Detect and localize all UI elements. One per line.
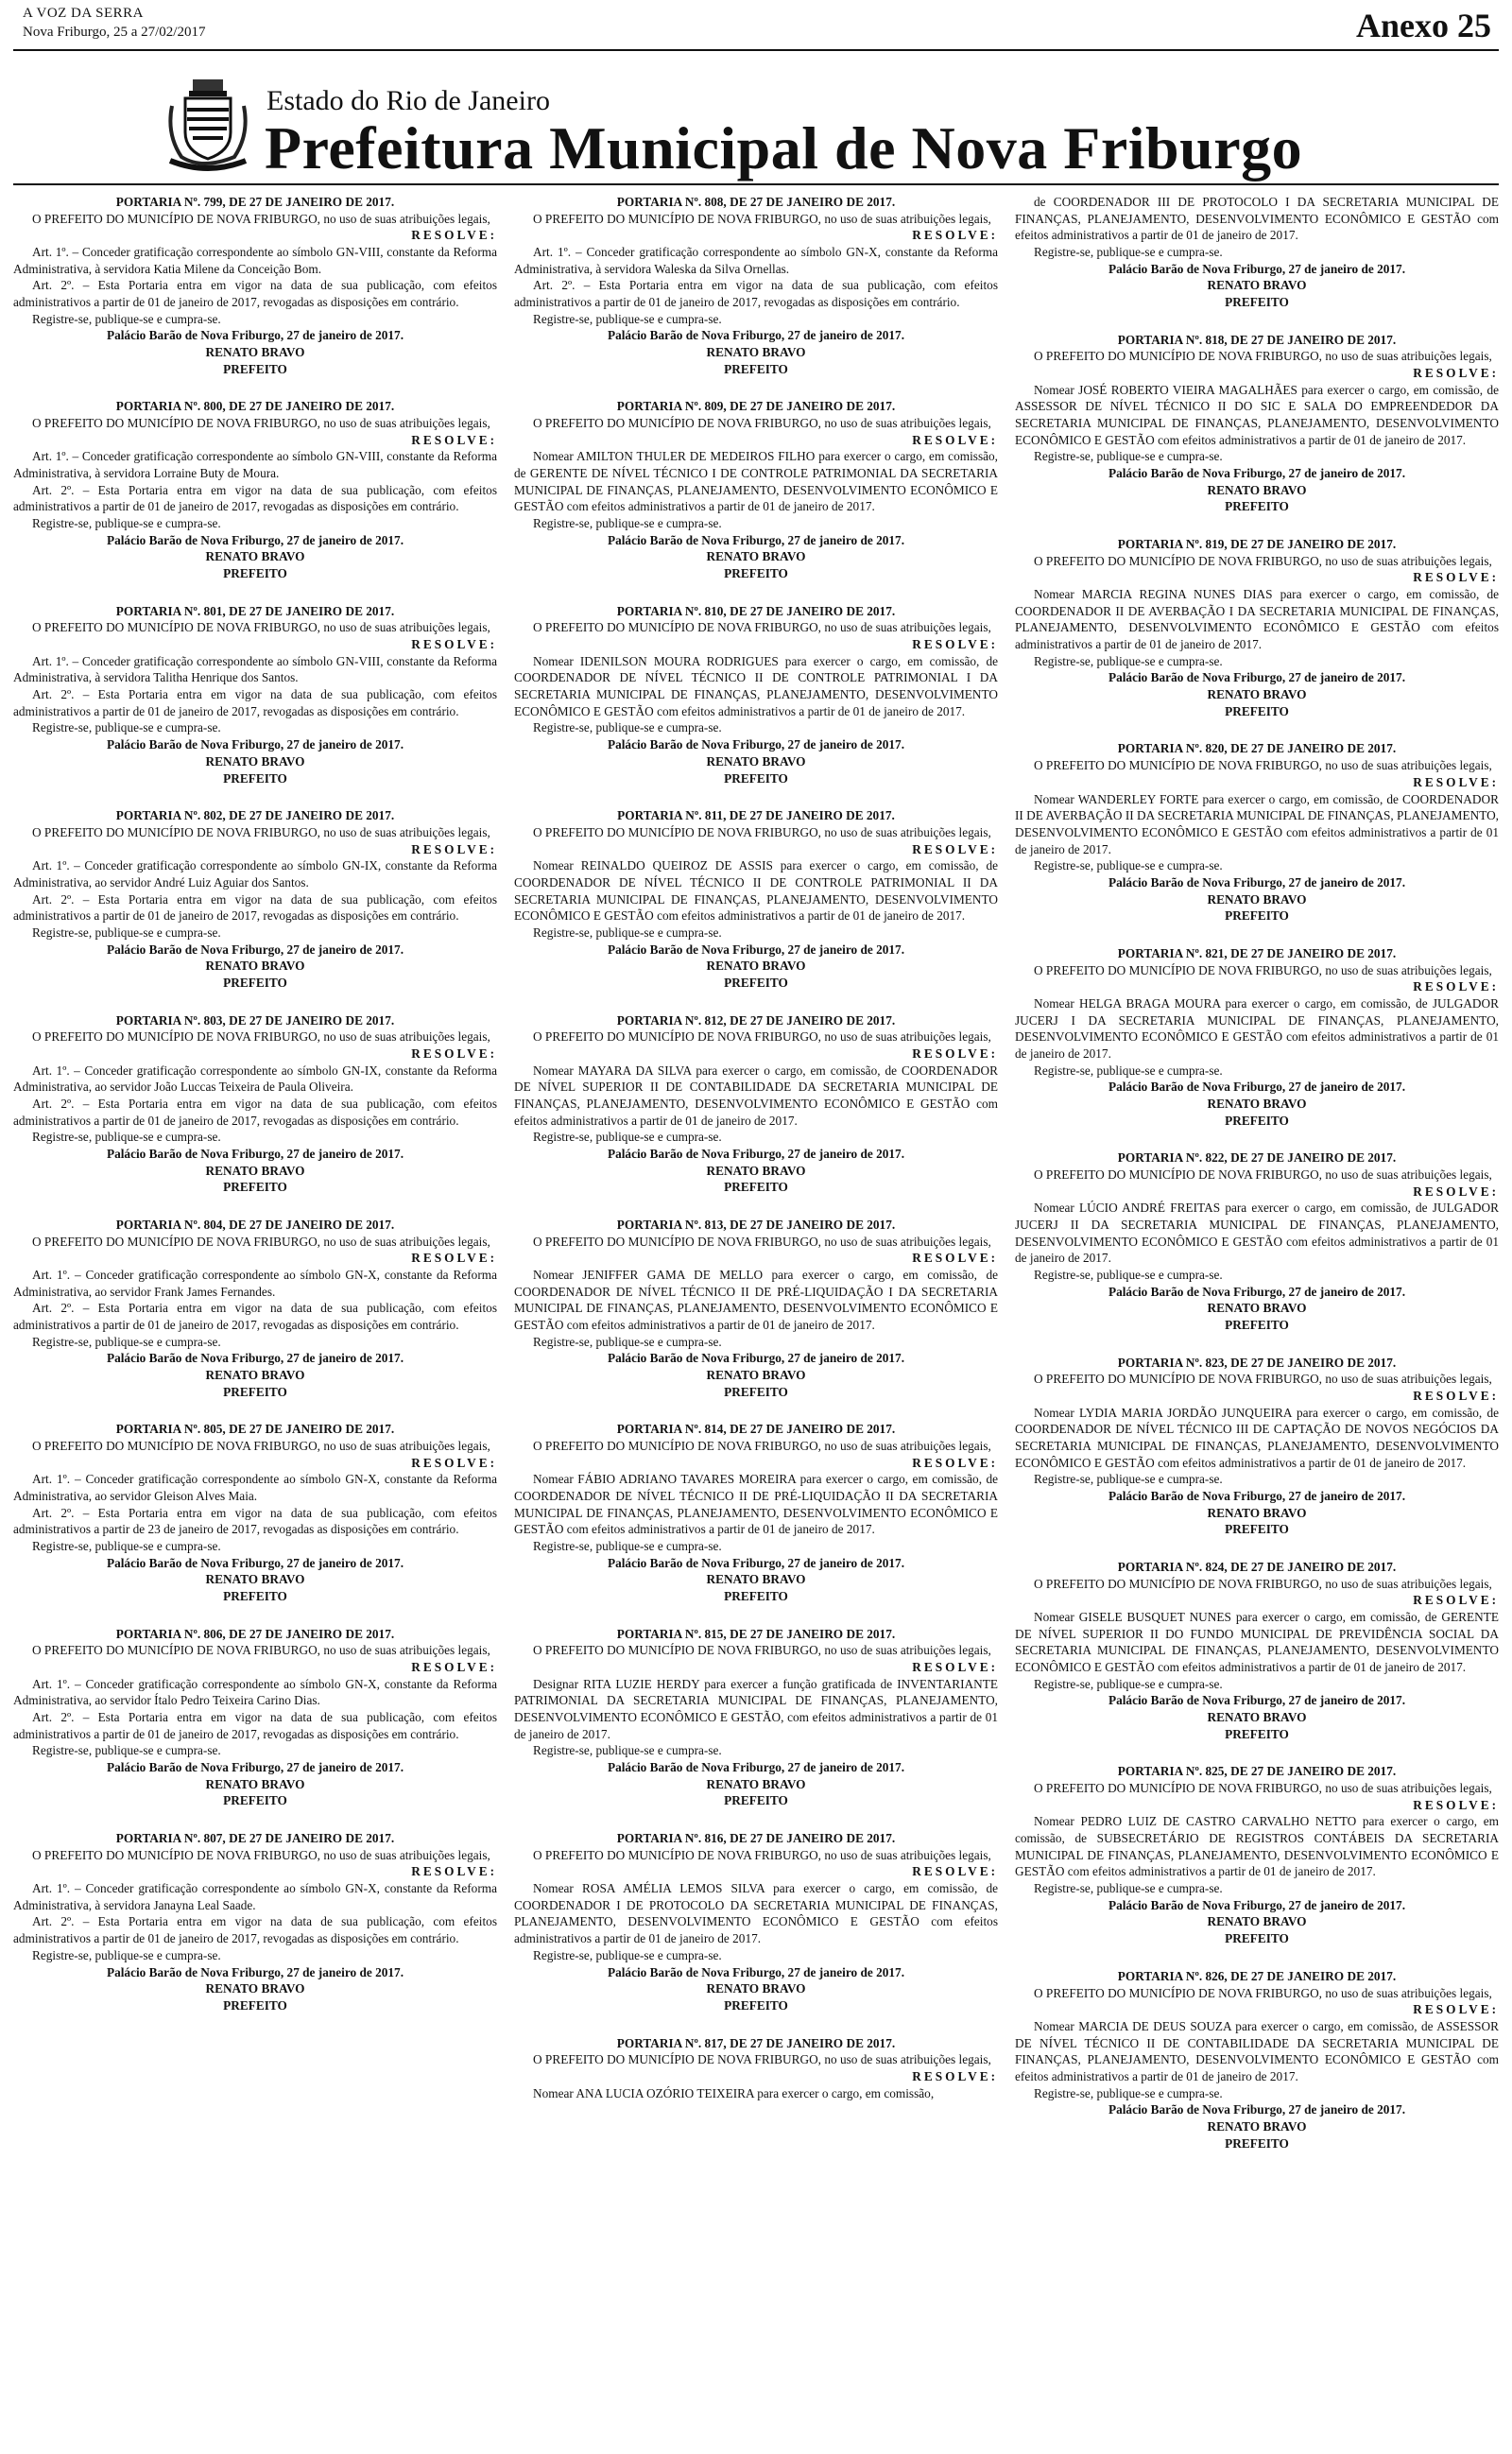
portaria-intro: O PREFEITO DO MUNICÍPIO DE NOVA FRIBURGO, no uso de suas atribuições legais, [1034,349,1492,364]
signer-role: PREFEITO [1225,499,1289,514]
resolve-label: RESOLVE: [1413,366,1499,381]
resolve-label: RESOLVE: [912,228,998,243]
portaria-block [1015,740,1499,924]
portaria-title: PORTARIA Nº. 811, DE 27 DE JANEIRO DE 2017. [617,808,895,823]
signer-role: PREFEITO [1225,1113,1289,1128]
register-line: Registre-se, publique-se e cumpra-se. [32,1334,221,1349]
portaria-intro: O PREFEITO DO MUNICÍPIO DE NOVA FRIBURGO, no uso de suas atribuições legais, [32,824,490,839]
portaria-article: Nomear LÚCIO ANDRÉ FREITAS para exercer o cargo, em comissão, de JULGADOR JUCERJ II DA SECRETARIA MUNICIPAL DE FINANÇAS, PLANEJAMENTO, DESENVOLVIMENTO ECONÔMICO E GESTÃO com efeitos administrativos a partir de 01 de janeiro de 2017. [1015,1201,1499,1266]
portaria-article: Nomear WANDERLEY FORTE para exercer o cargo, em comissão, de COORDENADOR II DE AVERBAÇÃO II DA SECRETARIA MUNICIPAL DE FINANÇAS, PLANEJAMENTO, DESENVOLVIMENTO ECONÔMICO E GESTÃO com efeitos administrativos a partir de 01 de janeiro de 2017. [1015,791,1499,856]
portaria-block [13,1012,497,1196]
register-line: Registre-se, publique-se e cumpra-se. [1034,449,1223,464]
portaria-title: PORTARIA Nº. 819, DE 27 DE JANEIRO DE 2017. [1117,537,1397,552]
resolve-label: RESOLVE: [912,1660,998,1675]
portaria-block [514,603,998,786]
resolve-label: RESOLVE: [912,1251,998,1266]
portaria-article: Art. 1º. – Conceder gratificação correspondente ao símbolo GN-IX, constante da Reforma Administrativa, ao servidor André Luiz Aguiar dos Santos. [13,858,497,890]
resolve-label: RESOLVE: [1413,1593,1499,1608]
register-line: Registre-se, publique-se e cumpra-se. [32,1130,221,1145]
signer-role: PREFEITO [223,1793,287,1808]
place-date: Palácio Barão de Nova Friburgo, 27 de janeiro de 2017. [607,737,905,752]
portaria-intro: O PREFEITO DO MUNICÍPIO DE NOVA FRIBURGO, no uso de suas atribuições legais, [1034,553,1492,568]
portaria-article: Nomear MARCIA DE DEUS SOUZA para exercer o cargo, em comissão, de ASSESSOR DE NÍVEL TÉCNICO II DE CONTABILIDADE DA SECRETARIA MUNICIPAL DE FINANÇAS, PLANEJAMENTO, DESENVOLVIMENTO ECONÔMICO E GESTÃO com efeitos administrativos a partir de 01 de janeiro de 2017. [1015,2018,1499,2083]
portaria-intro: O PREFEITO DO MUNICÍPIO DE NOVA FRIBURGO, no uso de suas atribuições legais, [1034,1781,1492,1796]
portaria-block [13,603,497,786]
portaria-article: Nomear LYDIA MARIA JORDÃO JUNQUEIRA para exercer o cargo, em comissão, de COORDENADOR DE NÍVEL TÉCNICO III DE CAPTAÇÃO DE NOVOS NEGÓCIOS DA SECRETARIA MUNICIPAL DE FINANÇAS, PLANEJAMENTO, DESENVOLVIMENTO ECONÔMICO E GESTÃO com efeitos administrativos a partir de 01 de janeiro de 2017. [1015,1405,1499,1470]
signer-name: RENATO BRAVO [1207,482,1307,497]
portaria-block [1015,945,1499,1129]
signer-role: PREFEITO [1225,1317,1289,1332]
signer-role: PREFEITO [223,566,287,581]
portaria-article: Art. 1º. – Conceder gratificação correspondente ao símbolo GN-X, constante da Reforma Administrativa, à servidora Janayna Leal Saade. [13,1881,497,1912]
signer-name: RENATO BRAVO [1207,1914,1307,1929]
signer-role: PREFEITO [724,1589,788,1604]
resolve-label: RESOLVE: [1413,2002,1499,2017]
portaria-title: PORTARIA Nº. 825, DE 27 DE JANEIRO DE 2017. [1117,1764,1397,1779]
column-2 [514,194,998,2444]
portaria-intro: O PREFEITO DO MUNICÍPIO DE NOVA FRIBURGO, no uso de suas atribuições legais, [533,416,991,431]
portaria-article: Art. 2º. – Esta Portaria entra em vigor na data de sua publicação, com efeitos administrativos a partir de 01 de janeiro de 2017, revogadas as disposições em contrário. [13,891,497,924]
resolve-label: RESOLVE: [1413,570,1499,585]
resolve-label: RESOLVE: [411,1864,497,1879]
portaria-intro: O PREFEITO DO MUNICÍPIO DE NOVA FRIBURGO, no uso de suas atribuições legais, [1034,1167,1492,1182]
edition-date: Nova Friburgo, 25 a 27/02/2017 [23,25,206,40]
place-date: Palácio Barão de Nova Friburgo, 27 de janeiro de 2017. [607,1146,905,1161]
newspaper-name: A VOZ DA SERRA [23,6,144,21]
resolve-label: RESOLVE: [1413,979,1499,994]
register-line: Registre-se, publique-se e cumpra-se. [1034,2085,1223,2100]
portaria-article: Art. 1º. – Conceder gratificação correspondente ao símbolo GN-VIII, constante da Reforma Administrativa, à servidora Katia Milene da Conceição Bom. [13,245,497,276]
resolve-label: RESOLVE: [912,2068,998,2083]
place-date: Palácio Barão de Nova Friburgo, 27 de janeiro de 2017. [1108,874,1406,890]
register-line: Registre-se, publique-se e cumpra-se. [533,1743,722,1758]
portaria-article: Nomear MAYARA DA SILVA para exercer o cargo, em comissão, de COORDENADOR DE NÍVEL SUPERIOR II DE CONTABILIDADE DA SECRETARIA MUNICIPAL DE FINANÇAS, PLANEJAMENTO, DESENVOLVIMENTO ECONÔMICO E GESTÃO com efeitos administrativos a partir de 01 de janeiro de 2017. [514,1063,998,1128]
place-date: Palácio Barão de Nova Friburgo, 27 de janeiro de 2017. [607,942,905,957]
portaria-article: Art. 2º. – Esta Portaria entra em vigor na data de sua publicação, com efeitos administrativos a partir de 01 de janeiro de 2017, revogadas as disposições em contrário. [13,1096,497,1128]
register-line: Registre-se, publique-se e cumpra-se. [32,1539,221,1554]
resolve-label: RESOLVE: [912,432,998,447]
signer-name: RENATO BRAVO [1207,891,1307,907]
portaria-block [13,1217,497,1400]
resolve-label: RESOLVE: [411,1046,497,1061]
portaria-block [1015,194,1499,311]
portaria-article: Art. 1º. – Conceder gratificação correspondente ao símbolo GN-X, constante da Reforma Administrativa, ao servidor Ítalo Pedro Teixeira Carino Dias. [13,1676,497,1708]
place-date: Palácio Barão de Nova Friburgo, 27 de janeiro de 2017. [106,737,404,752]
signer-role: PREFEITO [223,1384,287,1399]
signer-role: PREFEITO [223,770,287,786]
portaria-article: Art. 2º. – Esta Portaria entra em vigor na data de sua publicação, com efeitos administrativos a partir de 23 de janeiro de 2017, revogadas as disposições em contrário. [13,1505,497,1537]
portaria-block [514,807,998,991]
portaria-article: Art. 1º. – Conceder gratificação correspondente ao símbolo GN-IX, constante da Reforma Administrativa, ao servidor João Luccas Teixeira de Paula Oliveira. [13,1063,497,1095]
portaria-intro: O PREFEITO DO MUNICÍPIO DE NOVA FRIBURGO, no uso de suas atribuições legais, [32,1643,490,1658]
signer-name: RENATO BRAVO [1207,1301,1307,1316]
coat-of-arms-icon [164,78,251,172]
column-3 [1015,194,1499,2444]
resolve-label: RESOLVE: [411,432,497,447]
resolve-label: RESOLVE: [411,228,497,243]
resolve-label: RESOLVE: [1413,1797,1499,1812]
portaria-block [13,1830,497,2013]
signer-role: PREFEITO [724,1793,788,1808]
portaria-title: PORTARIA Nº. 807, DE 27 DE JANEIRO DE 2017. [115,1831,395,1846]
register-line: Registre-se, publique-se e cumpra-se. [1034,1063,1223,1078]
resolve-label: RESOLVE: [411,1251,497,1266]
portaria-block [514,2035,998,2102]
top-bar [13,0,1499,51]
signer-name: RENATO BRAVO [205,959,305,974]
register-line: Registre-se, publique-se e cumpra-se. [1034,245,1223,260]
portaria-article: Nomear ANA LUCIA OZÓRIO TEIXEIRA para exercer o cargo, em comissão, [533,2085,935,2100]
portaria-block [514,1421,998,1604]
portaria-title: PORTARIA Nº. 823, DE 27 DE JANEIRO DE 2017. [1117,1355,1397,1370]
portaria-block [1015,536,1499,719]
signer-role: PREFEITO [724,566,788,581]
place-date: Palácio Barão de Nova Friburgo, 27 de janeiro de 2017. [1108,1080,1406,1095]
signer-name: RENATO BRAVO [1207,687,1307,702]
resolve-label: RESOLVE: [912,1455,998,1470]
register-line: Registre-se, publique-se e cumpra-se. [533,925,722,940]
register-line: Registre-se, publique-se e cumpra-se. [32,1743,221,1758]
place-date: Palácio Barão de Nova Friburgo, 27 de janeiro de 2017. [106,1146,404,1161]
place-date: Palácio Barão de Nova Friburgo, 27 de janeiro de 2017. [1108,1693,1406,1708]
register-line: Registre-se, publique-se e cumpra-se. [1034,1267,1223,1282]
portaria-article: Nomear REINALDO QUEIROZ DE ASSIS para exercer o cargo, em comissão, de COORDENADOR DE NÍVEL TÉCNICO II DE CONTROLE PATRIMONIAL II DA SECRETARIA MUNICIPAL DE FINANÇAS, PLANEJAMENTO, DESENVOLVIMENTO ECONÔMICO E GESTÃO com efeitos administrativos a partir de 01 de janeiro de 2017. [514,858,998,924]
signer-name: RENATO BRAVO [706,1368,806,1382]
portaria-title: PORTARIA Nº. 809, DE 27 DE JANEIRO DE 2017. [616,399,896,414]
portaria-intro: O PREFEITO DO MUNICÍPIO DE NOVA FRIBURGO, no uso de suas atribuições legais, [533,2052,991,2067]
portaria-title: PORTARIA Nº. 816, DE 27 DE JANEIRO DE 2017. [616,1831,896,1846]
portaria-title: PORTARIA Nº. 801, DE 27 DE JANEIRO DE 2017. [115,603,395,618]
signer-name: RENATO BRAVO [706,753,806,769]
portaria-title: PORTARIA Nº. 800, DE 27 DE JANEIRO DE 2017. [115,399,395,414]
portaria-block [514,1626,998,1809]
portaria-intro: O PREFEITO DO MUNICÍPIO DE NOVA FRIBURGO, no uso de suas atribuições legais, [32,211,490,226]
portaria-intro: O PREFEITO DO MUNICÍPIO DE NOVA FRIBURGO, no uso de suas atribuições legais, [533,1234,991,1249]
signer-name: RENATO BRAVO [205,753,305,769]
register-line: Registre-se, publique-se e cumpra-se. [533,720,722,735]
portaria-title: PORTARIA Nº. 822, DE 27 DE JANEIRO DE 2017. [1117,1150,1397,1166]
place-date: Palácio Barão de Nova Friburgo, 27 de janeiro de 2017. [1108,261,1406,276]
place-date: Palácio Barão de Nova Friburgo, 27 de janeiro de 2017. [106,1351,404,1366]
portaria-article: Art. 1º. – Conceder gratificação correspondente ao símbolo GN-X, constante da Reforma Administrativa, ao servidor Frank James Fernandes. [13,1267,497,1299]
portaria-intro: O PREFEITO DO MUNICÍPIO DE NOVA FRIBURGO, no uso de suas atribuições legais, [32,620,490,635]
portaria-title: PORTARIA Nº. 810, DE 27 DE JANEIRO DE 2017. [616,603,896,618]
portaria-block [13,807,497,991]
portaria-intro: O PREFEITO DO MUNICÍPIO DE NOVA FRIBURGO, no uso de suas atribuições legais, [533,620,991,635]
portaria-article: Art. 2º. – Esta Portaria entra em vigor na data de sua publicação, com efeitos administrativos a partir de 01 de janeiro de 2017, revogadas as disposições em contrário. [514,278,998,310]
place-date: Palácio Barão de Nova Friburgo, 27 de janeiro de 2017. [607,1555,905,1570]
portaria-title: PORTARIA Nº. 821, DE 27 DE JANEIRO DE 2017. [1117,945,1397,960]
signer-role: PREFEITO [1225,908,1289,924]
place-date: Palácio Barão de Nova Friburgo, 27 de janeiro de 2017. [106,532,404,547]
state-name: Estado do Rio de Janeiro [266,85,550,116]
portaria-title: PORTARIA Nº. 826, DE 27 DE JANEIRO DE 2017. [1117,1968,1397,1983]
place-date: Palácio Barão de Nova Friburgo, 27 de janeiro de 2017. [1108,466,1406,481]
signer-role: PREFEITO [1225,1726,1289,1741]
portaria-block [1015,1968,1499,2152]
portaria-title: PORTARIA Nº. 805, DE 27 DE JANEIRO DE 2017. [115,1422,395,1437]
portaria-block [1015,332,1499,515]
signer-name: RENATO BRAVO [706,1572,806,1587]
place-date: Palácio Barão de Nova Friburgo, 27 de janeiro de 2017. [1108,1489,1406,1504]
masthead [13,51,1499,185]
signer-role: PREFEITO [223,1997,287,2013]
portaria-article: Nomear AMILTON THULER DE MEDEIROS FILHO para exercer o cargo, em comissão, de GERENTE DE NÍVEL TÉCNICO I DE CONTROLE PATRIMONIAL DA SECRETARIA MUNICIPAL DE FINANÇAS, PLANEJAMENTO, DESENVOLVIMENTO ECONÔMICO E GESTÃO com efeitos administrativos a partir de 01 de janeiro de 2017. [514,449,998,514]
portaria-intro: O PREFEITO DO MUNICÍPIO DE NOVA FRIBURGO, no uso de suas atribuições legais, [32,1439,490,1454]
portaria-title: PORTARIA Nº. 814, DE 27 DE JANEIRO DE 2017. [616,1422,896,1437]
register-line: Registre-se, publique-se e cumpra-se. [533,1539,722,1554]
portaria-intro: O PREFEITO DO MUNICÍPIO DE NOVA FRIBURGO, no uso de suas atribuições legais, [32,1234,490,1249]
portaria-block [514,1012,998,1196]
columns-container [13,194,1499,2444]
resolve-label: RESOLVE: [1413,1184,1499,1199]
signer-role: PREFEITO [724,770,788,786]
portaria-block [514,398,998,581]
signer-name: RENATO BRAVO [205,1163,305,1178]
portaria-article: Designar RITA LUZIE HERDY para exercer a função gratificada de INVENTARIANTE PATRIMONIAL DA SECRETARIA MUNICIPAL DE FINANÇAS, PLANEJAMENTO, DESENVOLVIMENTO ECONÔMICO E GESTÃO, com efeitos administrativos a partir de 01 de janeiro de 2017. [514,1676,998,1741]
place-date: Palácio Barão de Nova Friburgo, 27 de janeiro de 2017. [106,328,404,343]
place-date: Palácio Barão de Nova Friburgo, 27 de janeiro de 2017. [106,1964,404,1979]
portaria-block [1015,1559,1499,1742]
signer-name: RENATO BRAVO [205,1368,305,1382]
resolve-label: RESOLVE: [912,841,998,856]
portaria-title: PORTARIA Nº. 802, DE 27 DE JANEIRO DE 2017. [115,808,395,823]
signer-name: RENATO BRAVO [706,1776,806,1791]
portaria-title: PORTARIA Nº. 820, DE 27 DE JANEIRO DE 2017. [1117,741,1397,756]
portaria-intro: O PREFEITO DO MUNICÍPIO DE NOVA FRIBURGO, no uso de suas atribuições legais, [533,211,991,226]
register-line: Registre-se, publique-se e cumpra-se. [533,1947,722,1962]
signer-role: PREFEITO [223,1589,287,1604]
portaria-title: PORTARIA Nº. 818, DE 27 DE JANEIRO DE 2017. [1117,332,1397,347]
register-line: Registre-se, publique-se e cumpra-se. [533,1334,722,1349]
portaria-title: PORTARIA Nº. 813, DE 27 DE JANEIRO DE 2017. [616,1217,896,1232]
portaria-intro: O PREFEITO DO MUNICÍPIO DE NOVA FRIBURGO, no uso de suas atribuições legais, [533,1847,991,1862]
portaria-article: Art. 2º. – Esta Portaria entra em vigor na data de sua publicação, com efeitos administrativos a partir de 01 de janeiro de 2017, revogadas as disposições em contrário. [13,482,497,514]
signer-role: PREFEITO [1225,2135,1289,2151]
portaria-article: de COORDENADOR III DE PROTOCOLO I DA SECRETARIA MUNICIPAL DE FINANÇAS, PLANEJAMENTO, DESENVOLVIMENTO ECONÔMICO E GESTÃO com efeitos administrativos a partir de 01 de janeiro de 2017. [1015,195,1499,243]
portaria-intro: O PREFEITO DO MUNICÍPIO DE NOVA FRIBURGO, no uso de suas atribuições legais, [1034,1576,1492,1591]
portaria-intro: O PREFEITO DO MUNICÍPIO DE NOVA FRIBURGO, no uso de suas atribuições legais, [32,1847,490,1862]
register-line: Registre-se, publique-se e cumpra-se. [533,311,722,326]
resolve-label: RESOLVE: [912,1864,998,1879]
portaria-article: Nomear GISELE BUSQUET NUNES para exercer o cargo, em comissão, de GERENTE DE NÍVEL SUPERIOR II DO FUNDO MUNICIPAL DE PREVIDÊNCIA SOCIAL DA SECRETARIA MUNICIPAL DE FINANÇAS, PLANEJAMENTO, DESENVOLVIMENTO ECONÔMICO E GESTÃO com efeitos administrativos a partir de 01 de janeiro de 2017. [1015,1610,1499,1675]
portaria-block [13,194,497,377]
page-title: Prefeitura Municipal de Nova Friburgo [265,114,1303,181]
signer-name: RENATO BRAVO [205,1981,305,1996]
register-line: Registre-se, publique-se e cumpra-se. [1034,653,1223,668]
annex-label: Anexo 25 [1356,7,1491,44]
register-line: Registre-se, publique-se e cumpra-se. [32,720,221,735]
register-line: Registre-se, publique-se e cumpra-se. [32,516,221,531]
portaria-block [13,1626,497,1809]
place-date: Palácio Barão de Nova Friburgo, 27 de janeiro de 2017. [106,1760,404,1775]
resolve-label: RESOLVE: [1413,774,1499,789]
register-line: Registre-se, publique-se e cumpra-se. [1034,858,1223,873]
portaria-intro: O PREFEITO DO MUNICÍPIO DE NOVA FRIBURGO, no uso de suas atribuições legais, [1034,758,1492,773]
portaria-article: Art. 1º. – Conceder gratificação correspondente ao símbolo GN-X, constante da Reforma Administrativa, à servidora Waleska da Silva Ornellas. [514,245,998,276]
portaria-article: Art. 2º. – Esta Portaria entra em vigor na data de sua publicação, com efeitos administrativos a partir de 01 de janeiro de 2017, revogadas as disposições em contrário. [13,687,497,718]
portaria-article: Nomear ROSA AMÉLIA LEMOS SILVA para exercer o cargo, em comissão, de COORDENADOR I DE PROTOCOLO DA SECRETARIA MUNICIPAL DE FINANÇAS, PLANEJAMENTO, DESENVOLVIMENTO ECONÔMICO E GESTÃO com efeitos administrativos a partir de 01 de janeiro de 2017. [514,1881,998,1946]
portaria-block [1015,1149,1499,1333]
resolve-label: RESOLVE: [912,1046,998,1061]
place-date: Palácio Barão de Nova Friburgo, 27 de janeiro de 2017. [1108,670,1406,685]
portaria-title: PORTARIA Nº. 817, DE 27 DE JANEIRO DE 2017. [616,2035,896,2050]
signer-name: RENATO BRAVO [706,345,806,360]
signer-role: PREFEITO [724,1180,788,1195]
signer-name: RENATO BRAVO [1207,1710,1307,1725]
portaria-title: PORTARIA Nº. 799, DE 27 DE JANEIRO DE 2017. [115,195,395,209]
portaria-article: Art. 1º. – Conceder gratificação correspondente ao símbolo GN-VIII, constante da Reforma Administrativa, à servidora Talitha Henrique dos Santos. [13,653,497,685]
signer-name: RENATO BRAVO [706,959,806,974]
signer-role: PREFEITO [724,975,788,990]
signer-name: RENATO BRAVO [706,549,806,564]
portaria-article: Art. 2º. – Esta Portaria entra em vigor na data de sua publicação, com efeitos administrativos a partir de 01 de janeiro de 2017, revogadas as disposições em contrário. [13,1710,497,1741]
signer-role: PREFEITO [724,1997,788,2013]
signer-name: RENATO BRAVO [1207,1505,1307,1520]
register-line: Registre-se, publique-se e cumpra-se. [32,1947,221,1962]
portaria-block [1015,1763,1499,1946]
portaria-title: PORTARIA Nº. 812, DE 27 DE JANEIRO DE 2017. [616,1012,896,1028]
signer-name: RENATO BRAVO [205,549,305,564]
portaria-intro: O PREFEITO DO MUNICÍPIO DE NOVA FRIBURGO, no uso de suas atribuições legais, [1034,1372,1492,1387]
signer-role: PREFEITO [223,361,287,376]
portaria-title: PORTARIA Nº. 804, DE 27 DE JANEIRO DE 2017. [115,1217,395,1232]
register-line: Registre-se, publique-se e cumpra-se. [1034,1472,1223,1487]
place-date: Palácio Barão de Nova Friburgo, 27 de janeiro de 2017. [1108,2102,1406,2117]
portaria-article: Art. 1º. – Conceder gratificação correspondente ao símbolo GN-X, constante da Reforma Administrativa, ao servidor Gleison Alves Maia. [13,1472,497,1504]
signer-role: PREFEITO [1225,703,1289,718]
column-1 [13,194,497,2444]
portaria-title: PORTARIA Nº. 806, DE 27 DE JANEIRO DE 2017. [115,1626,395,1641]
resolve-label: RESOLVE: [1413,1389,1499,1403]
register-line: Registre-se, publique-se e cumpra-se. [533,516,722,531]
portaria-article: Art. 1º. – Conceder gratificação correspondente ao símbolo GN-VIII, constante da Reforma Administrativa, à servidora Lorraine Buty de Moura. [13,449,497,481]
portaria-article: Art. 2º. – Esta Portaria entra em vigor na data de sua publicação, com efeitos administrativos a partir de 01 de janeiro de 2017, revogadas as disposições em contrário. [13,1914,497,1946]
portaria-block [13,398,497,581]
place-date: Palácio Barão de Nova Friburgo, 27 de janeiro de 2017. [607,1964,905,1979]
resolve-label: RESOLVE: [411,1660,497,1675]
portaria-title: PORTARIA Nº. 824, DE 27 DE JANEIRO DE 2017. [1117,1560,1397,1575]
place-date: Palácio Barão de Nova Friburgo, 27 de janeiro de 2017. [1108,1897,1406,1912]
portaria-article: Nomear PEDRO LUIZ DE CASTRO CARVALHO NETTO para exercer o cargo, em comissão, de SUBSECRETÁRIO DE REGISTROS CONTÁBEIS DA SECRETARIA MUNICIPAL DE FINANÇAS, PLANEJAMENTO, DESENVOLVIMENTO ECONÔMICO E GESTÃO com efeitos administrativos a partir de 01 de janeiro de 2017. [1015,1814,1499,1879]
place-date: Palácio Barão de Nova Friburgo, 27 de janeiro de 2017. [1108,1284,1406,1299]
resolve-label: RESOLVE: [411,1455,497,1470]
portaria-article: Nomear MARCIA REGINA NUNES DIAS para exercer o cargo, em comissão, de COORDENADOR II DE AVERBAÇÃO I DA SECRETARIA MUNICIPAL DE FINANÇAS, PLANEJAMENTO, DESENVOLVIMENTO ECONÔMICO E GESTÃO com efeitos administrativos a partir de 01 de janeiro de 2017. [1015,587,1499,652]
portaria-article: Nomear HELGA BRAGA MOURA para exercer o cargo, em comissão, de JULGADOR JUCERJ I DA SECRETARIA MUNICIPAL DE FINANÇAS, PLANEJAMENTO, DESENVOLVIMENTO ECONÔMICO E GESTÃO com efeitos administrativos a partir de 01 de janeiro de 2017. [1015,995,1499,1061]
signer-role: PREFEITO [724,361,788,376]
portaria-block [514,194,998,377]
signer-name: RENATO BRAVO [1207,1096,1307,1111]
portaria-block [514,1217,998,1400]
signer-name: RENATO BRAVO [205,1776,305,1791]
portaria-article: Art. 2º. – Esta Portaria entra em vigor na data de sua publicação, com efeitos administrativos a partir de 01 de janeiro de 2017, revogadas as disposições em contrário. [13,1301,497,1332]
resolve-label: RESOLVE: [411,637,497,652]
place-date: Palácio Barão de Nova Friburgo, 27 de janeiro de 2017. [607,1351,905,1366]
signer-role: PREFEITO [1225,1522,1289,1537]
place-date: Palácio Barão de Nova Friburgo, 27 de janeiro de 2017. [106,942,404,957]
resolve-label: RESOLVE: [411,841,497,856]
register-line: Registre-se, publique-se e cumpra-se. [32,925,221,940]
register-line: Registre-se, publique-se e cumpra-se. [1034,1676,1223,1691]
place-date: Palácio Barão de Nova Friburgo, 27 de janeiro de 2017. [607,1760,905,1775]
portaria-intro: O PREFEITO DO MUNICÍPIO DE NOVA FRIBURGO, no uso de suas atribuições legais, [533,1643,991,1658]
portaria-intro: O PREFEITO DO MUNICÍPIO DE NOVA FRIBURGO, no uso de suas atribuições legais, [533,1029,991,1045]
portaria-intro: O PREFEITO DO MUNICÍPIO DE NOVA FRIBURGO, no uso de suas atribuições legais, [533,1439,991,1454]
signer-role: PREFEITO [223,975,287,990]
portaria-article: Nomear JOSÉ ROBERTO VIEIRA MAGALHÃES para exercer o cargo, em comissão, de ASSESSOR DE NÍVEL TÉCNICO II DO SIC E SALA DO EMPREENDEDOR DA SECRETARIA MUNICIPAL DE FINANÇAS, PLANEJAMENTO, DESENVOLVIMENTO ECONÔMICO E GESTÃO com efeitos administrativos a partir de 01 de janeiro de 2017. [1015,382,1499,447]
signer-name: RENATO BRAVO [205,1572,305,1587]
portaria-title: PORTARIA Nº. 808, DE 27 DE JANEIRO DE 2017. [616,195,896,209]
signer-name: RENATO BRAVO [1207,278,1307,293]
register-line: Registre-se, publique-se e cumpra-se. [32,311,221,326]
portaria-article: Nomear JENIFFER GAMA DE MELLO para exercer o cargo, em comissão, de COORDENADOR DE NÍVEL TÉCNICO II DE PRÉ-LIQUIDAÇÃO I DA SECRETARIA MUNICIPAL DE FINANÇAS, PLANEJAMENTO, DESENVOLVIMENTO ECONÔMICO E GESTÃO com efeitos administrativos a partir de 01 de janeiro de 2017. [514,1267,998,1332]
portaria-article: Art. 2º. – Esta Portaria entra em vigor na data de sua publicação, com efeitos administrativos a partir de 01 de janeiro de 2017, revogadas as disposições em contrário. [13,278,497,310]
portaria-title: PORTARIA Nº. 803, DE 27 DE JANEIRO DE 2017. [115,1012,395,1028]
portaria-title: PORTARIA Nº. 815, DE 27 DE JANEIRO DE 2017. [616,1626,896,1641]
portaria-block [13,1421,497,1604]
resolve-label: RESOLVE: [912,637,998,652]
signer-name: RENATO BRAVO [205,345,305,360]
signer-role: PREFEITO [1225,1931,1289,1946]
register-line: Registre-se, publique-se e cumpra-se. [533,1130,722,1145]
portaria-intro: O PREFEITO DO MUNICÍPIO DE NOVA FRIBURGO, no uso de suas atribuições legais, [1034,962,1492,977]
signer-name: RENATO BRAVO [1207,2118,1307,2134]
portaria-article: Nomear IDENILSON MOURA RODRIGUES para exercer o cargo, em comissão, de COORDENADOR DE NÍVEL TÉCNICO II DE CONTROLE PATRIMONIAL I DA SECRETARIA MUNICIPAL DE FINANÇAS, PLANEJAMENTO, DESENVOLVIMENTO ECONÔMICO E GESTÃO com efeitos administrativos a partir de 01 de janeiro de 2017. [514,653,998,718]
register-line: Registre-se, publique-se e cumpra-se. [1034,1881,1223,1896]
portaria-block [1015,1355,1499,1538]
place-date: Palácio Barão de Nova Friburgo, 27 de janeiro de 2017. [106,1555,404,1570]
place-date: Palácio Barão de Nova Friburgo, 27 de janeiro de 2017. [607,532,905,547]
signer-name: RENATO BRAVO [706,1163,806,1178]
portaria-intro: O PREFEITO DO MUNICÍPIO DE NOVA FRIBURGO, no uso de suas atribuições legais, [32,416,490,431]
portaria-intro: O PREFEITO DO MUNICÍPIO DE NOVA FRIBURGO, no uso de suas atribuições legais, [533,824,991,839]
portaria-article: Nomear FÁBIO ADRIANO TAVARES MOREIRA para exercer o cargo, em comissão, de COORDENADOR DE NÍVEL TÉCNICO II DE PRÉ-LIQUIDAÇÃO II DA SECRETARIA MUNICIPAL DE FINANÇAS, PLANEJAMENTO, DESENVOLVIMENTO ECONÔMICO E GESTÃO com efeitos administrativos a partir de 01 de janeiro de 2017. [514,1472,998,1537]
portaria-intro: O PREFEITO DO MUNICÍPIO DE NOVA FRIBURGO, no uso de suas atribuições legais, [1034,1985,1492,2000]
place-date: Palácio Barão de Nova Friburgo, 27 de janeiro de 2017. [607,328,905,343]
signer-role: PREFEITO [724,1384,788,1399]
signer-role: PREFEITO [1225,295,1289,310]
signer-name: RENATO BRAVO [706,1981,806,1996]
portaria-block [514,1830,998,2013]
portaria-intro: O PREFEITO DO MUNICÍPIO DE NOVA FRIBURGO, no uso de suas atribuições legais, [32,1029,490,1045]
signer-role: PREFEITO [223,1180,287,1195]
